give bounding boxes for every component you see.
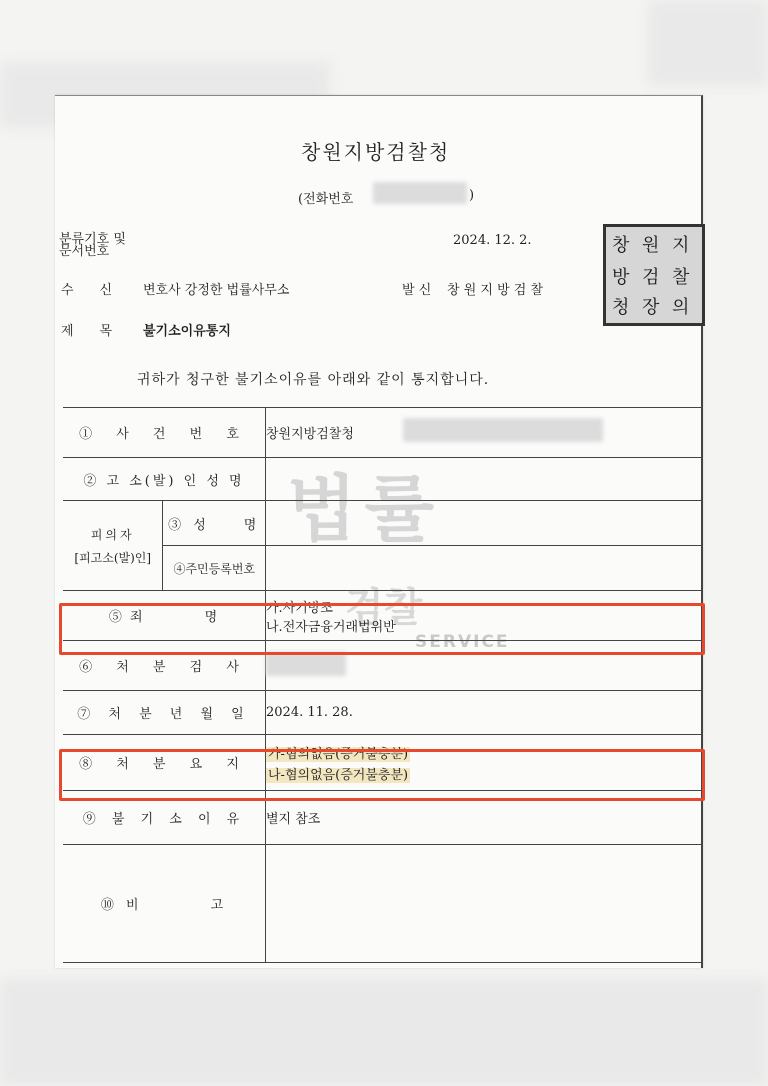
seal-char: 검 — [642, 267, 660, 288]
seal-char: 장 — [642, 297, 660, 318]
classification-label-1: 분류기호 및 — [59, 232, 126, 247]
phone-redaction — [373, 182, 467, 204]
recipient-label: 수 신 — [61, 283, 113, 298]
name-value — [266, 501, 702, 546]
sender-value: 창 원 지 방 검 찰 — [447, 283, 544, 298]
table-row — [63, 501, 701, 546]
case-number-text: 창원지방검찰청 — [266, 427, 354, 442]
table-row — [63, 845, 701, 963]
case-number-redaction — [403, 418, 603, 442]
document-date: 2024. 12. 2. — [453, 233, 532, 248]
watermark-mark: 법률 — [287, 467, 443, 551]
seal-char: 방 — [612, 267, 630, 288]
intro-line: 귀하가 청구한 불기소이유를 아래와 같이 통지합니다. — [137, 372, 490, 388]
notice-table — [63, 407, 701, 963]
official-seal — [603, 224, 705, 326]
blurred-banner-right — [648, 0, 768, 86]
watermark-text: 검찰 — [345, 585, 423, 631]
notice-document — [55, 95, 703, 968]
classification-label-2: 문서번호 — [59, 244, 110, 259]
reason-label: ⑨ 불 기 소 이 유 — [63, 791, 266, 845]
rrn-value — [266, 546, 702, 591]
suspect-label: 피의자 — [90, 527, 135, 542]
charge-item: 가.사기방조 — [266, 600, 333, 616]
case-number-value — [266, 408, 702, 458]
prosecutor-redaction — [266, 652, 346, 676]
recipient-value: 변호사 강정한 법률사무소 — [143, 283, 290, 298]
charge-item: 나.전자금융거래법위반 — [266, 619, 396, 635]
disposition-summary-label: ⑧ 처 분 요 지 — [63, 735, 266, 791]
disposition-highlight-box — [59, 746, 705, 801]
table-row — [63, 691, 701, 735]
remarks-label: ⑩ 비 고 — [63, 845, 266, 963]
prosecutor-label: ⑥ 처 분 검 사 — [63, 641, 266, 691]
complainant-label: ② 고 소(발) 인 성 명 — [63, 458, 266, 501]
watermark-service: SERVICE — [415, 632, 510, 652]
case-number-label: ① 사 건 번 호 — [63, 408, 266, 458]
subject-label: 제 목 — [61, 324, 113, 339]
name-label: ③ 성 명 — [163, 501, 266, 546]
disposition-date-label: ⑦ 처 분 년 월 일 — [63, 691, 266, 735]
disposition-item: 나-혐의없음(증거불충분) — [268, 767, 409, 783]
charge-highlight-box — [59, 603, 705, 655]
blurred-footer — [0, 978, 768, 1086]
seal-char: 청 — [612, 297, 630, 318]
reason-value: 별지 참조 — [266, 791, 702, 845]
subject-value: 불기소이유통지 — [143, 324, 231, 339]
phone-label: (전화번호 — [298, 192, 354, 207]
table-row — [63, 408, 701, 458]
complainant-value — [266, 458, 702, 501]
rrn-label: ④주민등록번호 — [163, 546, 266, 591]
sender-label: 발 신 — [402, 283, 432, 298]
office-title: 창원지방검찰청 — [301, 140, 451, 164]
table-row — [63, 458, 701, 501]
suspect-group-label — [63, 501, 163, 591]
disposition-item: 가-혐의없음(증거불충분) — [268, 746, 409, 762]
disposition-date-value: 2024. 11. 28. — [266, 691, 702, 735]
phone-close: ) — [469, 188, 475, 203]
charge-label: ⑤ 죄 명 — [63, 591, 266, 641]
remarks-value — [266, 845, 702, 963]
seal-char: 찰 — [672, 267, 690, 288]
seal-char: 지 — [672, 235, 690, 256]
seal-char: 창 — [612, 235, 630, 256]
seal-char: 의 — [672, 297, 690, 318]
seal-char: 원 — [642, 235, 660, 256]
suspect-sublabel: [피고소(발)인] — [74, 550, 152, 565]
